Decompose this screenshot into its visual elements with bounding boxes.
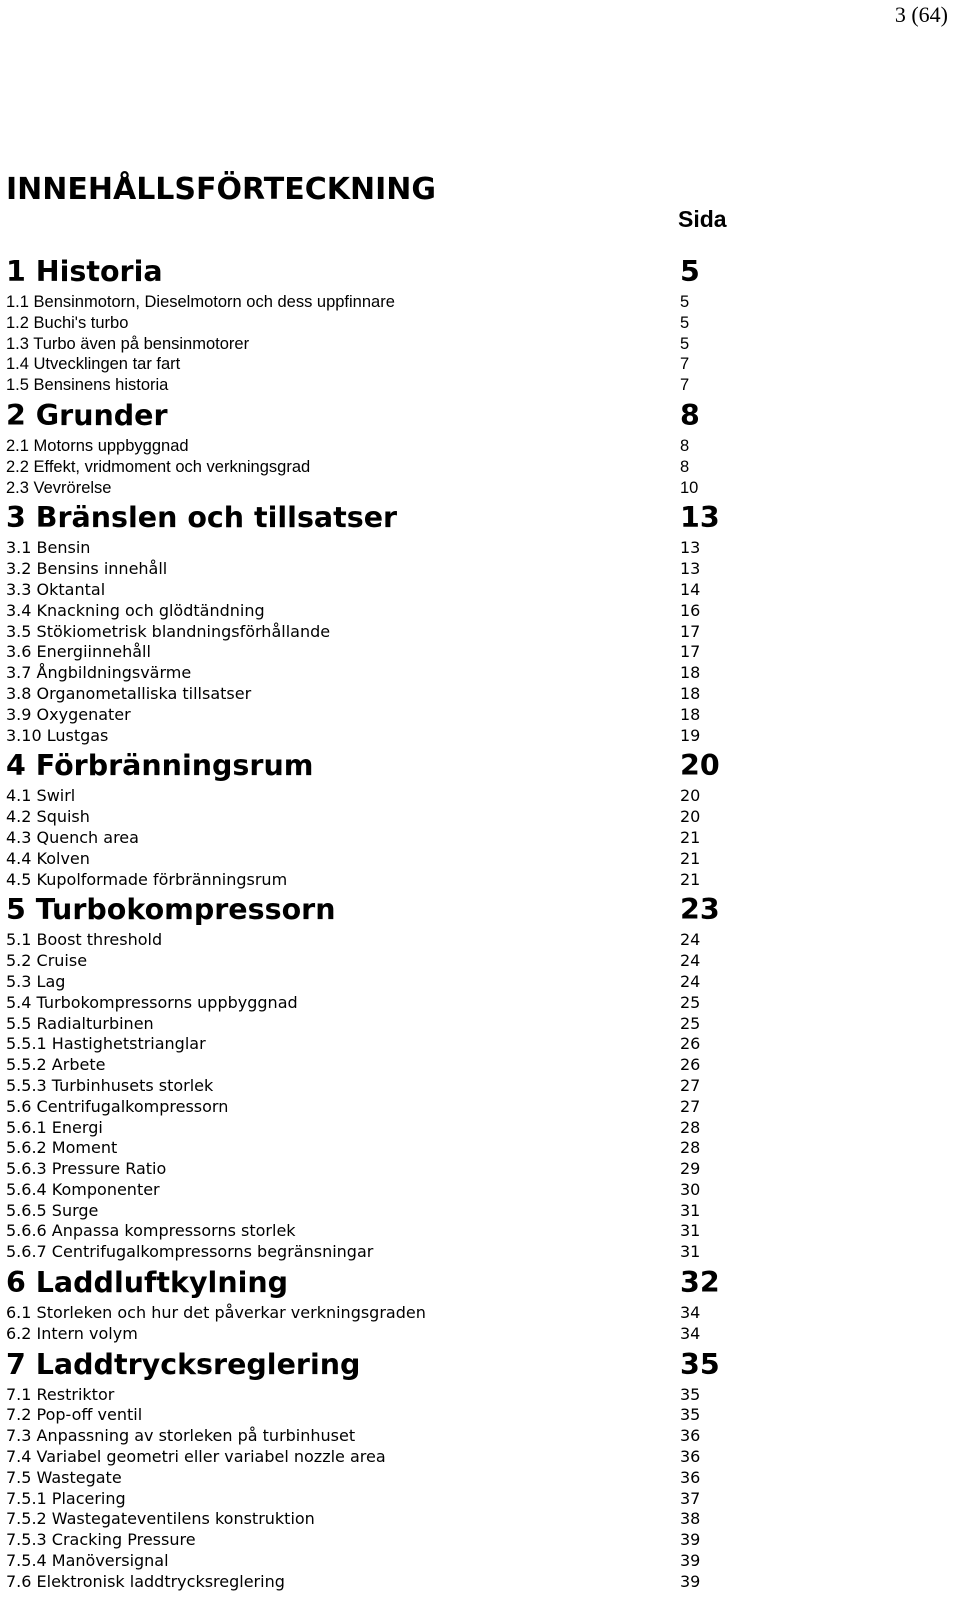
toc-entry-page: 28 bbox=[680, 1138, 701, 1158]
toc-section-entry bbox=[6, 1138, 946, 1159]
toc-section-entry bbox=[6, 972, 946, 993]
toc-entry-label: 4.1 Swirl bbox=[6, 786, 76, 806]
toc-entry-page: 39 bbox=[680, 1551, 701, 1571]
toc-entry-label: 3.1 Bensin bbox=[6, 538, 91, 558]
toc-entry-label: 1.5 Bensinens historia bbox=[6, 376, 169, 395]
page-column-header: Sida bbox=[678, 206, 727, 232]
toc-entry-label: 5.5.2 Arbete bbox=[6, 1055, 106, 1075]
toc-entry-page: 13 bbox=[680, 559, 701, 579]
toc-section-entry bbox=[6, 313, 946, 334]
toc-entry-label: 7.3 Anpassning av storleken på turbinhuset bbox=[6, 1426, 356, 1446]
toc-entry-page: 34 bbox=[680, 1323, 701, 1343]
toc-entry-page: 18 bbox=[680, 683, 701, 703]
toc-entry-label: 3.9 Oxygenater bbox=[6, 704, 131, 724]
toc-chapter-entry bbox=[6, 1345, 946, 1385]
toc-entry-page: 21 bbox=[680, 869, 701, 889]
toc-entry-page: 5 bbox=[680, 334, 690, 353]
toc-entry-label: 6.1 Storleken och hur det påverkar verkningsgraden bbox=[6, 1303, 426, 1323]
toc-entry-page: 8 bbox=[680, 457, 690, 476]
toc-entry-label: 2.1 Motorns uppbyggnad bbox=[6, 436, 189, 455]
toc-entry-label: 5.6 Centrifugalkompressorn bbox=[6, 1096, 229, 1116]
toc-entry-page: 25 bbox=[680, 992, 701, 1012]
toc-entry-label: 5.5 Radialturbinen bbox=[6, 1013, 154, 1033]
toc-section-entry bbox=[6, 684, 946, 705]
toc-entry-page: 18 bbox=[680, 663, 701, 683]
toc-section-entry bbox=[6, 1097, 946, 1118]
toc-entry-label: 7.5 Wastegate bbox=[6, 1467, 122, 1487]
toc-entry-label: 3.4 Knackning och glödtändning bbox=[6, 600, 265, 620]
toc-entry-label: 7.1 Restriktor bbox=[6, 1384, 115, 1404]
toc-entry-page: 30 bbox=[680, 1179, 701, 1199]
toc-entry-page: 37 bbox=[680, 1488, 701, 1508]
toc-entry-page: 36 bbox=[680, 1467, 701, 1487]
toc-entry-label: 4.4 Kolven bbox=[6, 848, 90, 868]
toc-entry-label: 3.8 Organometalliska tillsatser bbox=[6, 683, 252, 703]
toc-section-entry bbox=[6, 1385, 946, 1406]
toc-section-entry bbox=[6, 786, 946, 807]
toc-entry-page: 27 bbox=[680, 1096, 701, 1116]
toc-section-entry bbox=[6, 1201, 946, 1222]
toc-section-entry bbox=[6, 354, 946, 375]
toc-section-entry bbox=[6, 1530, 946, 1551]
toc-entry-label: 3.5 Stökiometrisk blandningsförhållande bbox=[6, 621, 331, 641]
toc-section-entry bbox=[6, 1551, 946, 1572]
toc-entry-page: 5 bbox=[680, 313, 690, 332]
toc-entry-page: 17 bbox=[680, 642, 701, 662]
toc-entry-page: 35 bbox=[680, 1384, 701, 1404]
toc-section-entry bbox=[6, 1221, 946, 1242]
toc-entry-page: 20 bbox=[680, 807, 701, 827]
toc-entry-page: 5 bbox=[680, 255, 700, 288]
toc-chapter-entry bbox=[6, 746, 946, 786]
toc-entry-page: 18 bbox=[680, 704, 701, 724]
toc-section-entry bbox=[6, 1447, 946, 1468]
toc-entry-page: 21 bbox=[680, 848, 701, 868]
toc-entry-page: 31 bbox=[680, 1221, 701, 1241]
toc-chapter-entry bbox=[6, 396, 946, 436]
toc-entry-page: 24 bbox=[680, 930, 701, 950]
toc-entry-label: 5.1 Boost threshold bbox=[6, 930, 163, 950]
toc-entry-page: 26 bbox=[680, 1055, 701, 1075]
toc-entry-label: 5.6.1 Energi bbox=[6, 1117, 103, 1137]
toc-entry-page: 23 bbox=[680, 893, 720, 927]
toc-chapter-entry bbox=[6, 252, 946, 292]
toc-entry-page: 27 bbox=[680, 1075, 701, 1095]
toc-entry-label: 1.3 Turbo även på bensinmotorer bbox=[6, 334, 250, 353]
page-number: 3 (64) bbox=[894, 2, 948, 27]
toc-section-entry bbox=[6, 334, 946, 355]
toc-entry-page: 34 bbox=[680, 1303, 701, 1323]
toc-section-entry bbox=[6, 1055, 946, 1076]
toc-entry-page: 35 bbox=[680, 1347, 720, 1381]
toc-entry-label: 6.2 Intern volym bbox=[6, 1323, 138, 1343]
toc-section-entry bbox=[6, 478, 946, 499]
toc-entry-label: 1.1 Bensinmotorn, Dieselmotorn och dess uppfinnare bbox=[6, 293, 395, 311]
toc-entry-page: 13 bbox=[680, 501, 720, 535]
toc-entry-page: 39 bbox=[680, 1530, 701, 1550]
toc-section-entry bbox=[6, 559, 946, 580]
toc-entry-label: 5.6.7 Centrifugalkompressorns begränsningar bbox=[6, 1242, 374, 1262]
toc-entry-page: 5 bbox=[680, 293, 690, 311]
toc-entry-label: 5.6.5 Surge bbox=[6, 1200, 99, 1220]
toc-entry-page: 14 bbox=[680, 579, 701, 599]
toc-section-entry bbox=[6, 1405, 946, 1426]
toc-entry-label: 5.6.6 Anpassa kompressorns storlek bbox=[6, 1221, 296, 1241]
toc-entry-page: 31 bbox=[680, 1242, 701, 1262]
toc-entry-page: 20 bbox=[680, 749, 720, 783]
toc-section-entry bbox=[6, 436, 946, 457]
toc-section-entry bbox=[6, 930, 946, 951]
toc-entry-label: 4.5 Kupolformade förbränningsrum bbox=[6, 869, 288, 889]
toc-entry-page: 21 bbox=[680, 827, 701, 847]
toc-entry-page: 16 bbox=[680, 600, 701, 620]
toc-entry-label: 4 Förbränningsrum bbox=[6, 749, 314, 783]
toc-section-entry bbox=[6, 993, 946, 1014]
toc-entry-page: 38 bbox=[680, 1509, 701, 1529]
toc-entry-page: 8 bbox=[680, 398, 700, 432]
toc-entry-page: 25 bbox=[680, 1013, 701, 1033]
toc-entry-page: 17 bbox=[680, 621, 701, 641]
toc-entry-page: 7 bbox=[680, 355, 690, 374]
toc-entry-label: 3.2 Bensins innehåll bbox=[6, 559, 168, 579]
toc-entry-label: 5.2 Cruise bbox=[6, 951, 88, 971]
toc-entry-label: 7 Laddtrycksreglering bbox=[6, 1347, 361, 1381]
toc-section-entry bbox=[6, 601, 946, 622]
toc-entry-label: 3.7 Ångbildningsvärme bbox=[6, 663, 192, 683]
toc-section-entry bbox=[6, 1180, 946, 1201]
toc-section-entry bbox=[6, 1509, 946, 1530]
toc-entry-label: 5.5.1 Hastighetstrianglar bbox=[6, 1034, 206, 1054]
toc-entry-label: 3.6 Energiinnehåll bbox=[6, 642, 151, 662]
toc-section-entry bbox=[6, 849, 946, 870]
toc-entry-page: 24 bbox=[680, 951, 701, 971]
toc-section-entry bbox=[6, 622, 946, 643]
toc-entry-label: 2.2 Effekt, vridmoment och verkningsgrad bbox=[6, 457, 311, 476]
document-title: INNEHÅLLSFÖRTECKNING bbox=[6, 172, 437, 207]
toc-section-entry bbox=[6, 828, 946, 849]
toc-section-entry bbox=[6, 1118, 946, 1139]
toc-entry-page: 29 bbox=[680, 1159, 701, 1179]
toc-entry-page: 26 bbox=[680, 1034, 701, 1054]
toc-entry-label: 5.5.3 Turbinhusets storlek bbox=[6, 1075, 214, 1095]
toc-section-entry bbox=[6, 580, 946, 601]
toc-section-entry bbox=[6, 1572, 946, 1593]
toc-section-entry bbox=[6, 726, 946, 747]
toc-entry-label: 2.3 Vevrörelse bbox=[6, 478, 112, 497]
toc-section-entry bbox=[6, 1014, 946, 1035]
toc-section-entry bbox=[6, 292, 946, 313]
toc-section-entry bbox=[6, 1324, 946, 1345]
table-of-contents bbox=[6, 252, 946, 1593]
toc-section-entry bbox=[6, 1076, 946, 1097]
toc-section-entry bbox=[6, 663, 946, 684]
toc-entry-label: 5.6.3 Pressure Ratio bbox=[6, 1159, 167, 1179]
toc-entry-label: 1.2 Buchi's turbo bbox=[6, 313, 129, 332]
toc-entry-page: 7 bbox=[680, 376, 690, 395]
toc-section-entry bbox=[6, 705, 946, 726]
toc-entry-label: 7.5.4 Manöversignal bbox=[6, 1551, 169, 1571]
toc-entry-page: 19 bbox=[680, 725, 701, 745]
toc-entry-label: 5.3 Lag bbox=[6, 971, 66, 991]
toc-entry-label: 7.5.2 Wastegateventilens konstruktion bbox=[6, 1509, 315, 1529]
toc-section-entry bbox=[6, 642, 946, 663]
toc-section-entry bbox=[6, 951, 946, 972]
toc-section-entry bbox=[6, 1242, 946, 1263]
toc-entry-label: 7.5.1 Placering bbox=[6, 1488, 126, 1508]
toc-chapter-entry bbox=[6, 498, 946, 538]
toc-entry-label: 5 Turbokompressorn bbox=[6, 893, 336, 927]
toc-entry-label: 6 Laddluftkylning bbox=[6, 1266, 289, 1300]
toc-entry-page: 36 bbox=[680, 1426, 701, 1446]
toc-entry-label: 4.3 Quench area bbox=[6, 827, 139, 847]
toc-entry-label: 5.6.2 Moment bbox=[6, 1138, 118, 1158]
toc-section-entry bbox=[6, 1034, 946, 1055]
toc-entry-page: 31 bbox=[680, 1200, 701, 1220]
toc-section-entry bbox=[6, 1303, 946, 1324]
toc-section-entry bbox=[6, 457, 946, 478]
toc-chapter-entry bbox=[6, 890, 946, 930]
toc-section-entry bbox=[6, 807, 946, 828]
toc-entry-page: 13 bbox=[680, 538, 701, 558]
toc-entry-label: 4.2 Squish bbox=[6, 807, 90, 827]
toc-section-entry bbox=[6, 1489, 946, 1510]
toc-entry-page: 35 bbox=[680, 1405, 701, 1425]
toc-entry-label: 7.5.3 Cracking Pressure bbox=[6, 1530, 196, 1550]
toc-entry-label: 7.4 Variabel geometri eller variabel nozzle area bbox=[6, 1447, 386, 1467]
toc-entry-page: 8 bbox=[680, 436, 690, 455]
toc-section-entry bbox=[6, 1468, 946, 1489]
toc-entry-label: 5.4 Turbokompressorns uppbyggnad bbox=[6, 992, 298, 1012]
toc-entry-label: 3 Bränslen och tillsatser bbox=[6, 501, 398, 535]
toc-entry-label: 7.6 Elektronisk laddtrycksreglering bbox=[6, 1571, 285, 1591]
toc-entry-label: 3.10 Lustgas bbox=[6, 725, 109, 745]
toc-entry-page: 20 bbox=[680, 786, 701, 806]
toc-entry-label: 5.6.4 Komponenter bbox=[6, 1179, 160, 1199]
toc-section-entry bbox=[6, 375, 946, 396]
toc-entry-page: 10 bbox=[680, 478, 699, 497]
toc-entry-page: 24 bbox=[680, 971, 701, 991]
toc-entry-label: 7.2 Pop-off ventil bbox=[6, 1405, 143, 1425]
toc-entry-label: 1.4 Utvecklingen tar fart bbox=[6, 355, 181, 374]
toc-section-entry bbox=[6, 1426, 946, 1447]
toc-section-entry bbox=[6, 538, 946, 559]
toc-entry-page: 36 bbox=[680, 1447, 701, 1467]
toc-chapter-entry bbox=[6, 1263, 946, 1303]
toc-entry-page: 39 bbox=[680, 1571, 701, 1591]
toc-entry-page: 32 bbox=[680, 1266, 720, 1300]
toc-entry-page: 28 bbox=[680, 1117, 701, 1137]
toc-entry-label: 3.3 Oktantal bbox=[6, 579, 106, 599]
toc-section-entry bbox=[6, 1159, 946, 1180]
toc-entry-label: 1 Historia bbox=[6, 255, 163, 288]
toc-entry-label: 2 Grunder bbox=[6, 398, 168, 432]
toc-section-entry bbox=[6, 870, 946, 891]
